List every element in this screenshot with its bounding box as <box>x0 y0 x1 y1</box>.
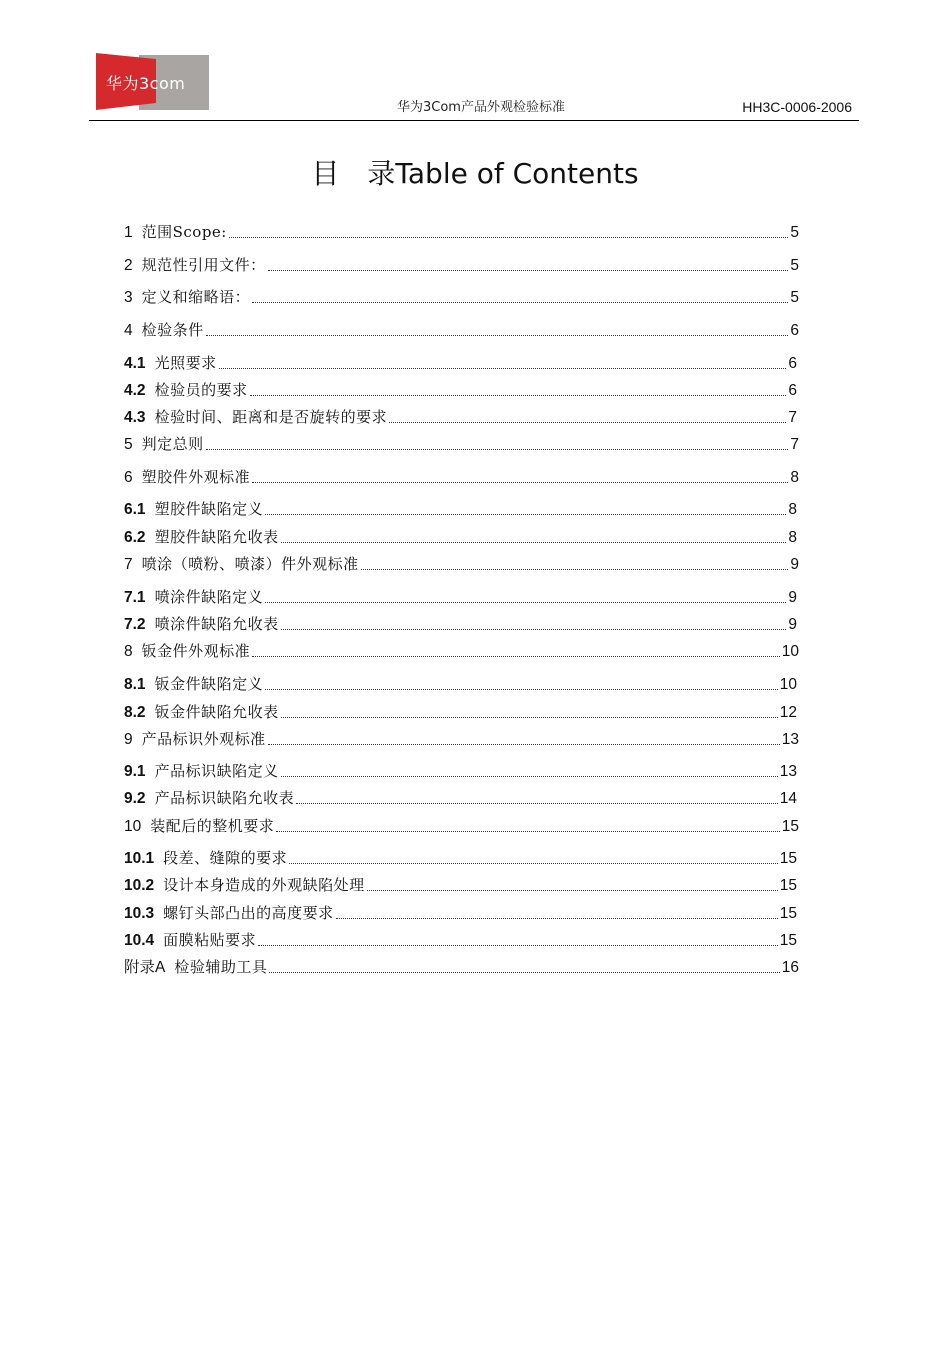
toc-leader-dots <box>229 237 789 238</box>
toc-entry[interactable] <box>124 527 797 547</box>
toc-entry-title: 检验辅助工具 <box>174 958 268 976</box>
toc-entry-page: 10 <box>781 643 799 660</box>
toc-entry-title: 规范性引用文件： <box>141 256 266 274</box>
toc-entry-page: 15 <box>779 932 797 949</box>
toc-entry-title: 螺钉头部凸出的高度要求 <box>163 904 334 922</box>
toc-entry-title: 塑胶件外观标准 <box>141 468 251 486</box>
toc-leader-dots <box>361 569 789 570</box>
toc-leader-dots <box>296 803 778 804</box>
toc-entry[interactable] <box>124 353 797 373</box>
toc-entry-number: 2 <box>124 257 133 274</box>
toc-leader-dots <box>367 890 778 891</box>
toc-entry-page: 15 <box>779 877 797 894</box>
toc-entry-number: 1 <box>124 224 133 241</box>
toc-entry-title: 喷涂件缺陷允收表 <box>154 615 279 633</box>
header-divider <box>89 120 859 121</box>
toc-entry-number: 10.1 <box>124 850 155 867</box>
toc-leader-dots <box>289 863 778 864</box>
toc-entry[interactable] <box>124 222 799 242</box>
toc-leader-dots <box>276 831 779 832</box>
toc-entry-page: 6 <box>788 355 797 372</box>
toc-entry-number: 6.2 <box>124 529 146 546</box>
toc-entry-number: 10.4 <box>124 932 155 949</box>
toc-entry-number: 4.2 <box>124 382 146 399</box>
toc-entry[interactable] <box>124 903 797 923</box>
toc-entry[interactable] <box>124 434 799 454</box>
toc-entry-number: 附录A <box>124 959 166 976</box>
toc-entry[interactable] <box>124 467 799 487</box>
toc-entry-title: 设计本身造成的外观缺陷处理 <box>163 876 365 894</box>
toc-leader-dots <box>219 368 787 369</box>
toc-entry[interactable] <box>124 788 797 808</box>
company-logo <box>96 53 209 110</box>
toc-leader-dots <box>269 972 779 973</box>
toc-entry-number: 8 <box>124 643 133 660</box>
toc-entry-title: 定义和缩略语： <box>141 288 251 306</box>
toc-entry-title: 检验条件 <box>141 321 204 339</box>
toc-entry[interactable] <box>124 729 799 749</box>
toc-title <box>0 152 950 192</box>
toc-entry[interactable] <box>124 702 797 722</box>
toc-entry-page: 9 <box>788 589 797 606</box>
toc-leader-dots <box>265 689 778 690</box>
toc-entry-number: 3 <box>124 289 133 306</box>
toc-leader-dots <box>281 629 787 630</box>
toc-entry-title: 光照要求 <box>154 354 217 372</box>
toc-entry[interactable] <box>124 554 799 574</box>
toc-entry-page: 5 <box>790 257 799 274</box>
toc-leader-dots <box>258 945 778 946</box>
toc-entry[interactable] <box>124 380 797 400</box>
toc-entry-page: 15 <box>779 905 797 922</box>
logo-text: 华为3com <box>106 74 186 93</box>
toc-entry-number: 7.1 <box>124 589 146 606</box>
toc-entry-title: 钣金件缺陷允收表 <box>154 703 279 721</box>
toc-entry-number: 9.1 <box>124 763 146 780</box>
toc-entry-number: 7 <box>124 556 133 573</box>
toc-entry-number: 4.3 <box>124 409 146 426</box>
toc-leader-dots <box>265 602 786 603</box>
toc-entry-title: 喷涂（喷粉、喷漆）件外观标准 <box>141 555 359 573</box>
toc-entry-page: 7 <box>788 409 797 426</box>
toc-entry-page: 15 <box>779 850 797 867</box>
toc-entry[interactable] <box>124 587 797 607</box>
toc-entry[interactable] <box>124 255 799 275</box>
toc-entry-page: 15 <box>781 818 799 835</box>
toc-entry[interactable] <box>124 407 797 427</box>
toc-title-part2: 录Table of Contents <box>367 157 639 190</box>
toc-entry-title: 段差、缝隙的要求 <box>163 849 288 867</box>
toc-entry[interactable] <box>124 875 797 895</box>
toc-entry[interactable] <box>124 957 799 977</box>
toc-leader-dots <box>336 918 778 919</box>
toc-entry-number: 7.2 <box>124 616 146 633</box>
toc-entry-number: 5 <box>124 436 133 453</box>
toc-entry-page: 6 <box>788 382 797 399</box>
toc-entry-number: 6.1 <box>124 501 146 518</box>
toc-entry[interactable] <box>124 848 797 868</box>
toc-entry-title: 钣金件外观标准 <box>141 642 251 660</box>
toc-entry-number: 6 <box>124 469 133 486</box>
toc-entry-page: 5 <box>790 224 799 241</box>
toc-entry-title: 钣金件缺陷定义 <box>154 675 264 693</box>
toc-entry-title: 判定总则 <box>141 435 204 453</box>
toc-leader-dots <box>268 744 780 745</box>
toc-entry-page: 10 <box>779 676 797 693</box>
toc-entry-number: 10.3 <box>124 905 155 922</box>
toc-entry-page: 13 <box>779 763 797 780</box>
toc-entry-title: 喷涂件缺陷定义 <box>154 588 264 606</box>
toc-entry-title: 产品标识外观标准 <box>141 730 266 748</box>
toc-entry-number: 9 <box>124 731 133 748</box>
toc-entry-number: 4 <box>124 322 133 339</box>
toc-entry[interactable] <box>124 320 799 340</box>
toc-leader-dots <box>265 514 786 515</box>
toc-entry-page: 12 <box>779 704 797 721</box>
toc-entry-number: 8.2 <box>124 704 146 721</box>
document-title: 华为3Com产品外观检验标准 <box>397 100 565 115</box>
toc-entry-title: 产品标识缺陷定义 <box>154 762 279 780</box>
toc-entry-number: 8.1 <box>124 676 146 693</box>
toc-entry-title: 面膜粘贴要求 <box>163 931 257 949</box>
toc-entry-number: 10 <box>124 818 142 835</box>
toc-entry-page: 13 <box>781 731 799 748</box>
toc-leader-dots <box>268 270 789 271</box>
toc-entry-title: 产品标识缺陷允收表 <box>154 789 295 807</box>
toc-entry-page: 7 <box>790 436 799 453</box>
toc-entry-title: 塑胶件缺陷定义 <box>154 500 264 518</box>
toc-entry[interactable] <box>124 499 797 519</box>
toc-leader-dots <box>206 335 789 336</box>
toc-leader-dots <box>252 302 788 303</box>
toc-leader-dots <box>281 717 778 718</box>
toc-entry[interactable] <box>124 761 797 781</box>
toc-entry-page: 8 <box>788 501 797 518</box>
toc-entry-title: 检验员的要求 <box>154 381 248 399</box>
toc-entry-page: 8 <box>788 529 797 546</box>
toc-entry[interactable] <box>124 287 799 307</box>
toc-entry[interactable] <box>124 816 799 836</box>
toc-leader-dots <box>250 395 787 396</box>
toc-entry[interactable] <box>124 674 797 694</box>
toc-entry-number: 4.1 <box>124 355 146 372</box>
toc-entry[interactable] <box>124 614 797 634</box>
toc-entry-title: 检验时间、距离和是否旋转的要求 <box>154 408 388 426</box>
toc-entry-page: 9 <box>790 556 799 573</box>
toc-leader-dots <box>206 449 789 450</box>
toc-title-part1: 目 <box>311 157 340 190</box>
toc-entry-number: 10.2 <box>124 877 155 894</box>
toc-entry-title: 塑胶件缺陷允收表 <box>154 528 279 546</box>
toc-leader-dots <box>281 542 787 543</box>
document-number: HH3C-0006-2006 <box>742 99 852 115</box>
toc-entry-title: 范围Scope: <box>141 223 227 241</box>
toc-entry-page: 9 <box>788 616 797 633</box>
toc-entry-number: 9.2 <box>124 790 146 807</box>
toc-leader-dots <box>252 482 788 483</box>
toc-leader-dots <box>281 776 778 777</box>
toc-entry[interactable] <box>124 641 799 661</box>
toc-leader-dots <box>389 422 786 423</box>
toc-leader-dots <box>252 656 780 657</box>
toc-entry-page: 14 <box>779 790 797 807</box>
toc-entry-page: 16 <box>781 959 799 976</box>
toc-entry-page: 5 <box>790 289 799 306</box>
toc-entry-title: 装配后的整机要求 <box>150 817 275 835</box>
toc-entry-page: 8 <box>790 469 799 486</box>
toc-entry[interactable] <box>124 930 797 950</box>
toc-entry-page: 6 <box>790 322 799 339</box>
